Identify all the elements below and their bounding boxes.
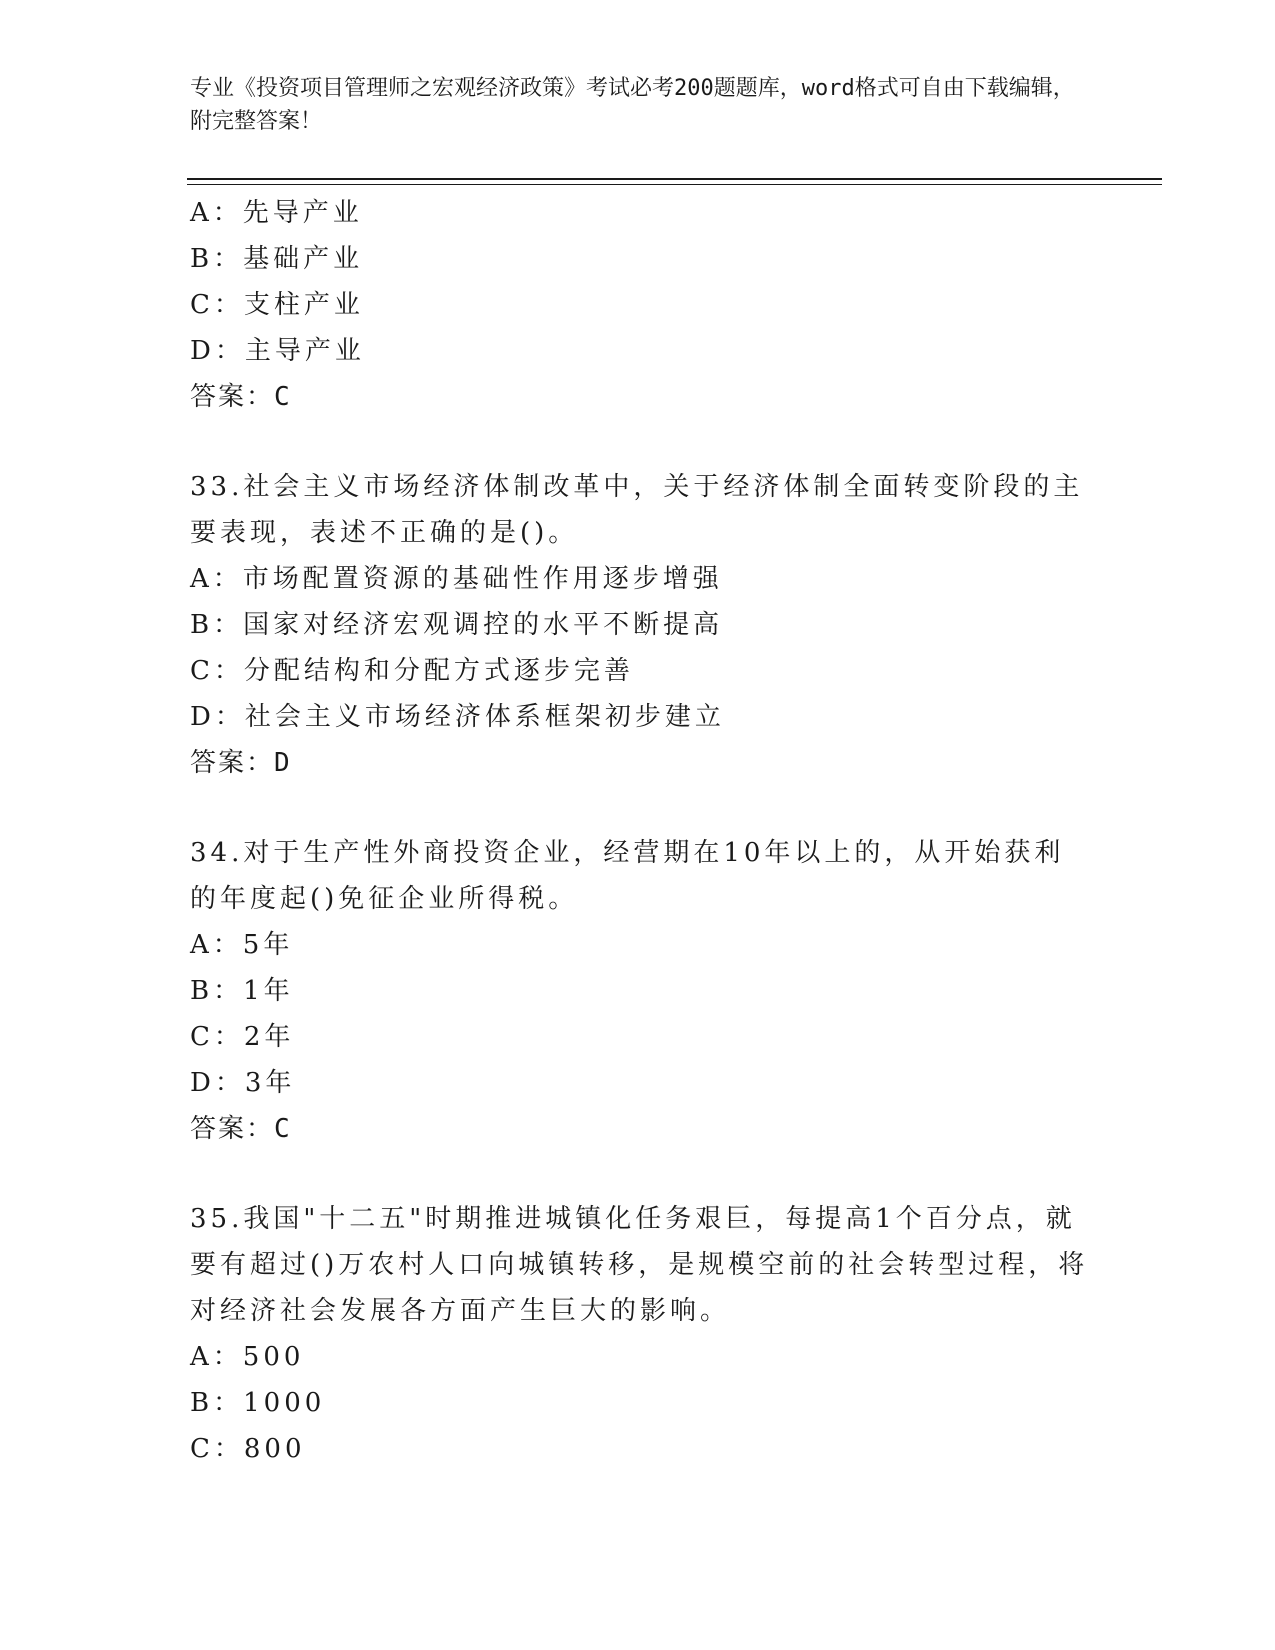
question-stem: 34.对于生产性外商投资企业，经营期在10年以上的，从开始获利的年度起()免征企业所得税。 [190,838,1065,914]
option-b: B：基础产业 [190,244,364,274]
option-b: B：1年 [190,976,294,1006]
option-a: A：市场配置资源的基础性作用逐步增强 [190,564,723,594]
spacer [190,420,1090,464]
option-c: C：2年 [190,1022,295,1052]
question-list [190,190,1090,1472]
spacer [190,1152,1090,1196]
question-33 [190,464,1090,786]
question-34 [190,830,1090,1152]
option-a: A：5年 [190,930,294,960]
option-b: B：国家对经济宏观调控的水平不断提高 [190,610,724,640]
answer: 答案：D [190,748,292,778]
option-b: B：1000 [190,1388,326,1418]
option-a: A：500 [190,1342,305,1372]
answer: 答案：C [190,382,292,412]
question-32-continued [190,190,1090,420]
answer: 答案：C [190,1114,292,1144]
option-d: D：社会主义市场经济体系框架初步建立 [190,702,725,732]
header-divider-thin [187,184,1162,185]
option-a: A：先导产业 [190,198,363,228]
option-d: D：主导产业 [190,336,365,366]
option-c: C：800 [190,1434,306,1464]
option-c: C：分配结构和分配方式逐步完善 [190,656,634,686]
header-divider-thick [187,178,1162,180]
option-d: D：3年 [190,1068,296,1098]
spacer [190,786,1090,830]
question-stem: 35.我国"十二五"时期推进城镇化任务艰巨，每提高1个百分点，就要有超过()万农村人口向城镇转移，是规模空前的社会转型过程，将对经济社会发展各方面产生巨大的影响。 [190,1204,1089,1326]
option-c: C：支柱产业 [190,290,364,320]
question-stem: 33.社会主义市场经济体制改革中，关于经济体制全面转变阶段的主要表现，表述不正确的是()。 [190,472,1084,548]
document-header: 专业《投资项目管理师之宏观经济政策》考试必考200题题库，word格式可自由下载编辑，附完整答案！ [190,76,1075,134]
question-35 [190,1196,1090,1472]
